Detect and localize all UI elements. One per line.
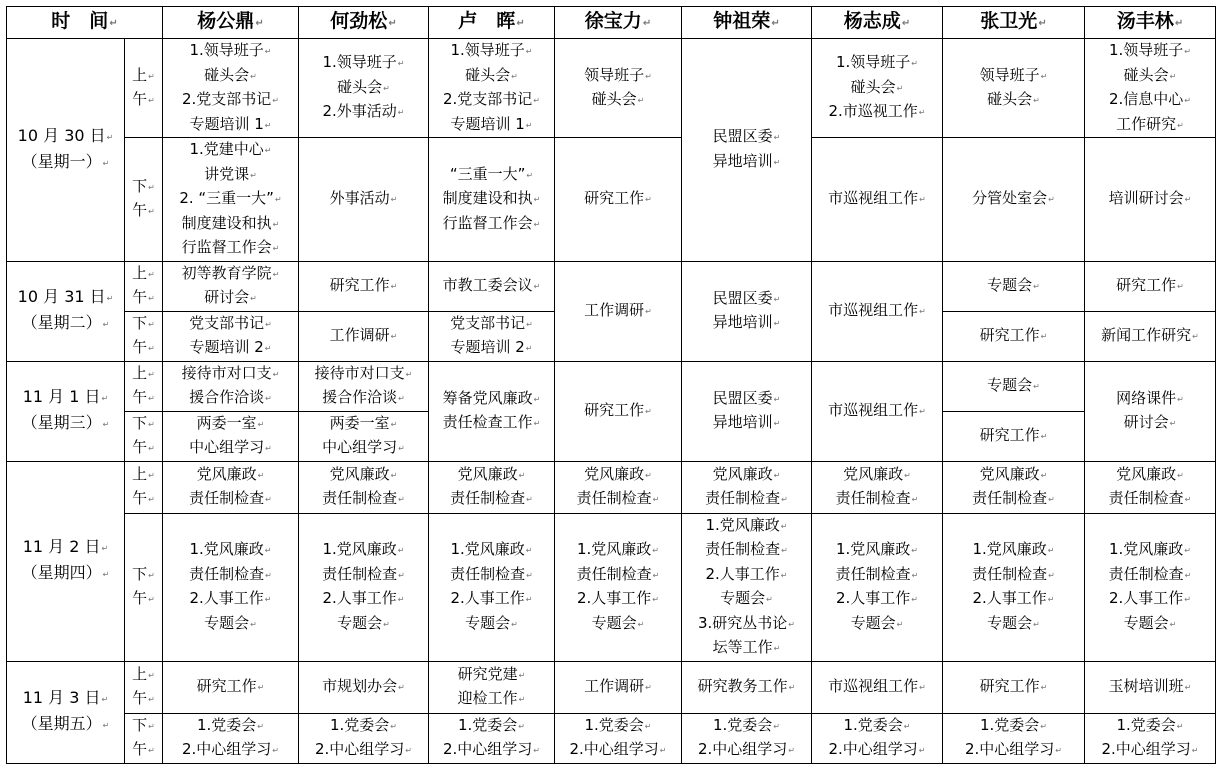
period-label: 下 ↵ 午 ↵ [125,311,163,361]
schedule-cell: 1.领导班子 ↵ 碰头会 ↵ 2.党支部书记 ↵ 专题培训 1 ↵ [163,39,299,138]
schedule-cell: 1.党建中心 ↵ 讲党课 ↵ 2. “三重一大” ↵ 制度建设和执 ↵ 行监督工作会 ↵ [163,138,299,262]
schedule-cell: 市规划办会 ↵ [299,661,429,713]
schedule-cell: 接待市对口支 ↵ 援合作洽谈 ↵ [163,361,299,411]
period-label: 上 ↵ 午 ↵ [125,661,163,713]
schedule-cell: 1.党风廉政 ↵ 责任制检查 ↵ 2.人事工作 ↵ 专题会 ↵ [555,513,682,661]
schedule-cell: 1.党委会 ↵ 2.中心组学习 ↵ [163,713,299,763]
person-header: 卢 晖 ↵ [429,7,555,39]
schedule-row [7,361,1216,411]
day-label: 11 月 2 日 ↵ （星期四） ↵ [7,461,125,661]
schedule-cell: 研究工作 ↵ [555,361,682,461]
schedule-cell: 研究工作 ↵ [943,311,1085,361]
schedule-cell: 外事活动 ↵ [299,138,429,262]
schedule-cell: 1.党委会 ↵ 2.中心组学习 ↵ [682,713,812,763]
schedule-cell: 专题会 ↵ [943,261,1085,311]
schedule-row [7,713,1216,763]
schedule-row [7,39,1216,138]
schedule-cell: 党风廉政 ↵ 责任制检查 ↵ [429,461,555,513]
day-label: 10 月 31 日 ↵ （星期二） ↵ [7,261,125,361]
period-label: 下 ↵ 午 ↵ [125,138,163,262]
schedule-cell: 玉树培训班 ↵ [1085,661,1216,713]
period-label: 上 ↵ 午 ↵ [125,461,163,513]
schedule-cell: 新闻工作研究 ↵ [1085,311,1216,361]
schedule-cell: 研究教务工作 ↵ [682,661,812,713]
schedule-cell: 1.党委会 ↵ 2.中心组学习 ↵ [429,713,555,763]
schedule-cell: 筹备党风廉政 ↵ 责任检查工作 ↵ [429,361,555,461]
schedule-cell: 市教工委会议 ↵ [429,261,555,311]
person-header: 杨公鼎 ↵ [163,7,299,39]
schedule-cell: 党风廉政 ↵ 责任制检查 ↵ [812,461,943,513]
schedule-cell: 两委一室 ↵ 中心组学习 ↵ [299,411,429,461]
schedule-row [7,513,1216,661]
header-row [7,7,1216,39]
schedule-cell: 1.党风廉政 ↵ 责任制检查 ↵ 2.人事工作 ↵ 专题会 ↵ [163,513,299,661]
period-label: 下 ↵ 午 ↵ [125,713,163,763]
day-label: 11 月 1 日 ↵ （星期三） ↵ [7,361,125,461]
person-header: 徐宝力 ↵ [555,7,682,39]
schedule-cell: 党风廉政 ↵ 责任制检查 ↵ [682,461,812,513]
schedule-cell: 1.党风廉政 ↵ 责任制检查 ↵ 2.人事工作 ↵ 专题会 ↵ [943,513,1085,661]
schedule-cell: 党支部书记 ↵ 专题培训 2 ↵ [163,311,299,361]
day-label: 11 月 3 日 ↵ （星期五） ↵ [7,661,125,763]
person-header: 杨志成 ↵ [812,7,943,39]
schedule-cell: 研究工作 ↵ [299,261,429,311]
schedule-cell: 民盟区委 ↵ 异地培训 ↵ [682,39,812,262]
schedule-cell: 研究工作 ↵ [163,661,299,713]
schedule-cell: “三重一大” ↵ 制度建设和执 ↵ 行监督工作会 ↵ [429,138,555,262]
schedule-cell: 1.党委会 ↵ 2.中心组学习 ↵ [1085,713,1216,763]
schedule-cell: 专题会 ↵ [943,361,1085,411]
schedule-cell: 1.党风廉政 ↵ 责任制检查 ↵ 2.人事工作 ↵ 专题会 ↵ [429,513,555,661]
person-header: 何劲松 ↵ [299,7,429,39]
schedule-cell: 工作调研 ↵ [299,311,429,361]
schedule-cell: 1.领导班子 ↵ 碰头会 ↵ 2.市巡视工作 ↵ [812,39,943,138]
schedule-cell: 两委一室 ↵ 中心组学习 ↵ [163,411,299,461]
schedule-cell: 领导班子 ↵ 碰头会 ↵ [943,39,1085,138]
schedule-cell: 1.党委会 ↵ 2.中心组学习 ↵ [299,713,429,763]
period-label: 下 ↵ 午 ↵ [125,411,163,461]
schedule-cell: 1.领导班子 ↵ 碰头会 ↵ 2.党支部书记 ↵ 专题培训 1 ↵ [429,39,555,138]
schedule-cell: 1.领导班子 ↵ 碰头会 ↵ 2.外事活动 ↵ [299,39,429,138]
schedule-cell: 市巡视组工作 ↵ [812,661,943,713]
schedule-cell: 1.党风廉政 ↵ 责任制检查 ↵ 2.人事工作 ↵ 专题会 ↵ [812,513,943,661]
schedule-cell: 1.党委会 ↵ 2.中心组学习 ↵ [943,713,1085,763]
period-label: 上 ↵ 午 ↵ [125,361,163,411]
schedule-cell: 分管处室会 ↵ [943,138,1085,262]
schedule-cell: 党风廉政 ↵ 责任制检查 ↵ [163,461,299,513]
schedule-cell: 研究工作 ↵ [943,661,1085,713]
person-header: 汤丰林 ↵ [1085,7,1216,39]
schedule-cell: 研究党建 ↵ 迎检工作 ↵ [429,661,555,713]
schedule-cell: 民盟区委 ↵ 异地培训 ↵ [682,261,812,361]
schedule-cell: 党风廉政 ↵ 责任制检查 ↵ [1085,461,1216,513]
period-label: 上 ↵ 午 ↵ [125,261,163,311]
schedule-row [7,461,1216,513]
schedule-cell: 市巡视组工作 ↵ [812,261,943,361]
schedule-cell: 1.党委会 ↵ 2.中心组学习 ↵ [555,713,682,763]
schedule-cell: 1.党风廉政 ↵ 责任制检查 ↵ 2.人事工作 ↵ 专题会 ↵ 3.研究丛书论 ↵ 坛等工作 ↵ [682,513,812,661]
period-label: 上 ↵ 午 ↵ [125,39,163,138]
schedule-row [7,661,1216,713]
schedule-cell: 1.党风廉政 ↵ 责任制检查 ↵ 2.人事工作 ↵ 专题会 ↵ [1085,513,1216,661]
person-header: 张卫光 ↵ [943,7,1085,39]
schedule-cell: 接待市对口支 ↵ 援合作洽谈 ↵ [299,361,429,411]
period-label: 下 ↵ 午 ↵ [125,513,163,661]
schedule-cell: 研究工作 ↵ [1085,261,1216,311]
schedule-cell: 1.党风廉政 ↵ 责任制检查 ↵ 2.人事工作 ↵ 专题会 ↵ [299,513,429,661]
schedule-cell: 网络课件 ↵ 研讨会 ↵ [1085,361,1216,461]
schedule-cell: 初等教育学院 ↵ 研讨会 ↵ [163,261,299,311]
time-header: 时 间 ↵ [7,7,163,39]
schedule-cell: 1.党委会 ↵ 2.中心组学习 ↵ [812,713,943,763]
schedule-cell: 党风廉政 ↵ 责任制检查 ↵ [555,461,682,513]
schedule-row [7,138,1216,262]
schedule-cell: 党风廉政 ↵ 责任制检查 ↵ [943,461,1085,513]
schedule-cell: 研究工作 ↵ [555,138,682,262]
schedule-cell: 领导班子 ↵ 碰头会 ↵ [555,39,682,138]
schedule-cell: 工作调研 ↵ [555,661,682,713]
schedule-cell: 1.领导班子 ↵ 碰头会 ↵ 2.信息中心 ↵ 工作研究 ↵ [1085,39,1216,138]
schedule-table [6,6,1216,764]
schedule-cell: 工作调研 ↵ [555,261,682,361]
schedule-cell: 市巡视组工作 ↵ [812,138,943,262]
schedule-cell: 民盟区委 ↵ 异地培训 ↵ [682,361,812,461]
schedule-row [7,261,1216,311]
schedule-cell: 培训研讨会 ↵ [1085,138,1216,262]
day-label: 10 月 30 日 ↵ （星期一） ↵ [7,39,125,262]
schedule-cell: 党支部书记 ↵ 专题培训 2 ↵ [429,311,555,361]
schedule-cell: 研究工作 ↵ [943,411,1085,461]
schedule-cell: 市巡视组工作 ↵ [812,361,943,461]
person-header: 钟祖荣 ↵ [682,7,812,39]
schedule-cell: 党风廉政 ↵ 责任制检查 ↵ [299,461,429,513]
